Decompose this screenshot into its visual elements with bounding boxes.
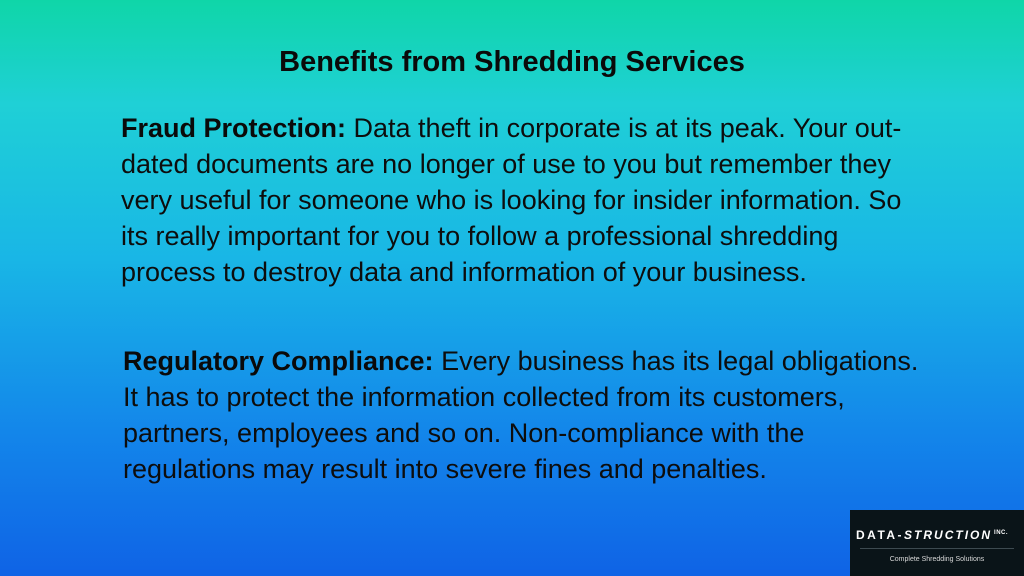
slide-title: Benefits from Shredding Services: [279, 46, 745, 78]
logo-brand-prefix: DATA-: [856, 528, 905, 542]
section-regulatory-compliance: [123, 343, 923, 487]
section-fraud-protection: [121, 110, 931, 290]
logo-tagline: Complete Shredding Solutions: [889, 556, 985, 563]
section-label: Fraud Protection:: [121, 113, 347, 143]
logo-divider: [860, 548, 1014, 549]
company-logo: [850, 510, 1024, 576]
logo-brand-suffix: INC.: [994, 530, 1009, 536]
section-text: Every business has its legal obligations. It has to protect the information collected from its customers, partners, employees and so on. Non-compliance with the regulations may result into severe fines and penalties.: [123, 346, 919, 484]
logo-brand-main: STRUCTION: [904, 528, 993, 542]
logo-brand: [856, 528, 1008, 542]
section-label: Regulatory Compliance:: [123, 346, 434, 376]
section-text: Data theft in corporate is at its peak. Your out-dated documents are no longer of use to you but remember they very useful for someone who is looking for insider information. So its really important for you to follow a professional shredding process to destroy data and information of your business.: [121, 113, 902, 287]
